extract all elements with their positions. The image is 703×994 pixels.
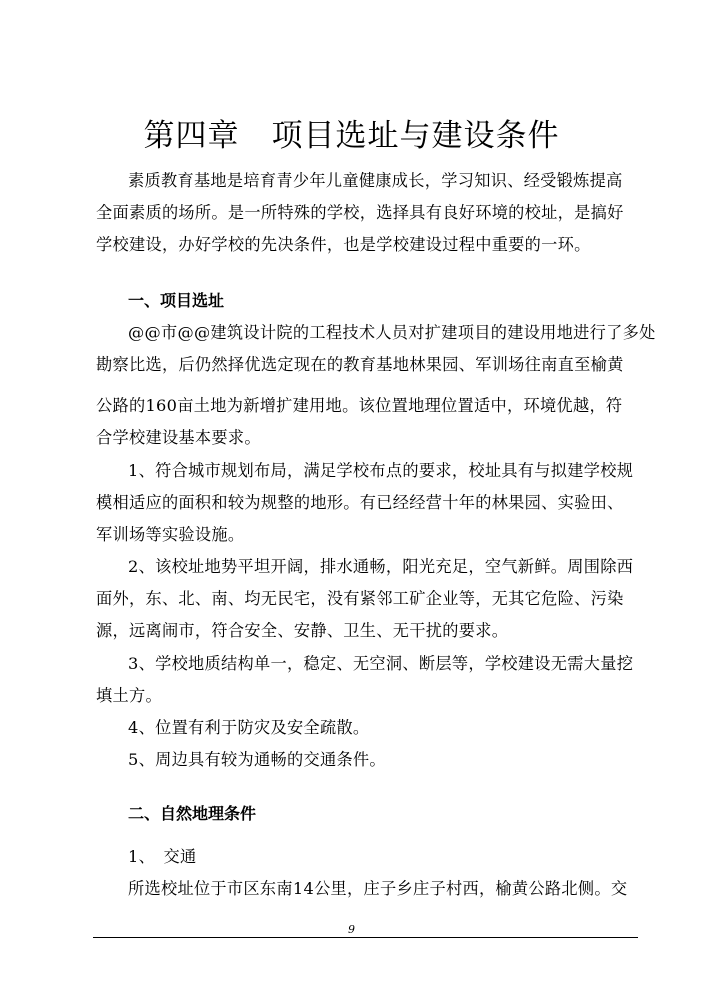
intro-line-3: 学校建设，办好学校的先决条件，也是学校建设过程中重要的一环。 (96, 235, 591, 254)
subheading-transport: 1、 交通 (128, 847, 197, 866)
site-paragraph-line-2: 勘察比选，后仍然择优选定现在的教育基地林果园、军训场往南直至榆黄 (96, 355, 624, 374)
list-item-2-line-1: 2、该校址地势平坦开阔，排水通畅，阳光充足，空气新鲜。周围除西 (128, 557, 634, 576)
site-paragraph-line-4: 合学校建设基本要求。 (96, 428, 261, 447)
footer-rule (93, 937, 638, 938)
list-item-1-line-3: 军训场等实验设施。 (96, 525, 245, 544)
transport-paragraph-line-1: 所选校址位于市区东南14公里，庄子乡庄子村西，榆黄公路北侧。交 (128, 879, 628, 898)
list-item-3-line-1: 3、学校地质结构单一，稳定、无空洞、断层等，学校建设无需大量挖 (128, 654, 634, 673)
intro-line-1: 素质教育基地是培育青少年儿童健康成长，学习知识、经受锻炼提高 (128, 171, 623, 190)
list-item-4: 4、位置有利于防灾及安全疏散。 (128, 718, 370, 737)
section-heading-natural-geography: 二、自然地理条件 (128, 804, 257, 823)
intro-line-2: 全面素质的场所。是一所特殊的学校，选择具有良好环境的校址，是搞好 (96, 203, 624, 222)
site-paragraph-line-3: 公路的160亩土地为新增扩建用地。该位置地理位置适中，环境优越，符 (96, 396, 623, 415)
list-item-5: 5、周边具有较为通畅的交通条件。 (128, 750, 386, 769)
list-item-1-line-1: 1、符合城市规划布局，满足学校布点的要求，校址具有与拟建学校规 (128, 461, 634, 480)
section-heading-site-selection: 一、项目选址 (128, 291, 225, 310)
list-item-2-line-2: 面外，东、北、南、均无民宅，没有紧邻工矿企业等，无其它危险、污染 (96, 589, 624, 608)
chapter-title: 第四章 项目选址与建设条件 (143, 118, 560, 154)
site-paragraph-line-1: @@市@@建筑设计院的工程技术人员对扩建项目的建设用地进行了多处 (128, 323, 656, 342)
list-item-2-line-3: 源，远离闹市，符合安全、安静、卫生、无干扰的要求。 (96, 621, 509, 640)
page-number: 9 (348, 923, 355, 936)
list-item-1-line-2: 模相适应的面积和较为规整的地形。有已经经营十年的林果园、实验田、 (96, 493, 624, 512)
list-item-3-line-2: 填土方。 (96, 686, 162, 705)
